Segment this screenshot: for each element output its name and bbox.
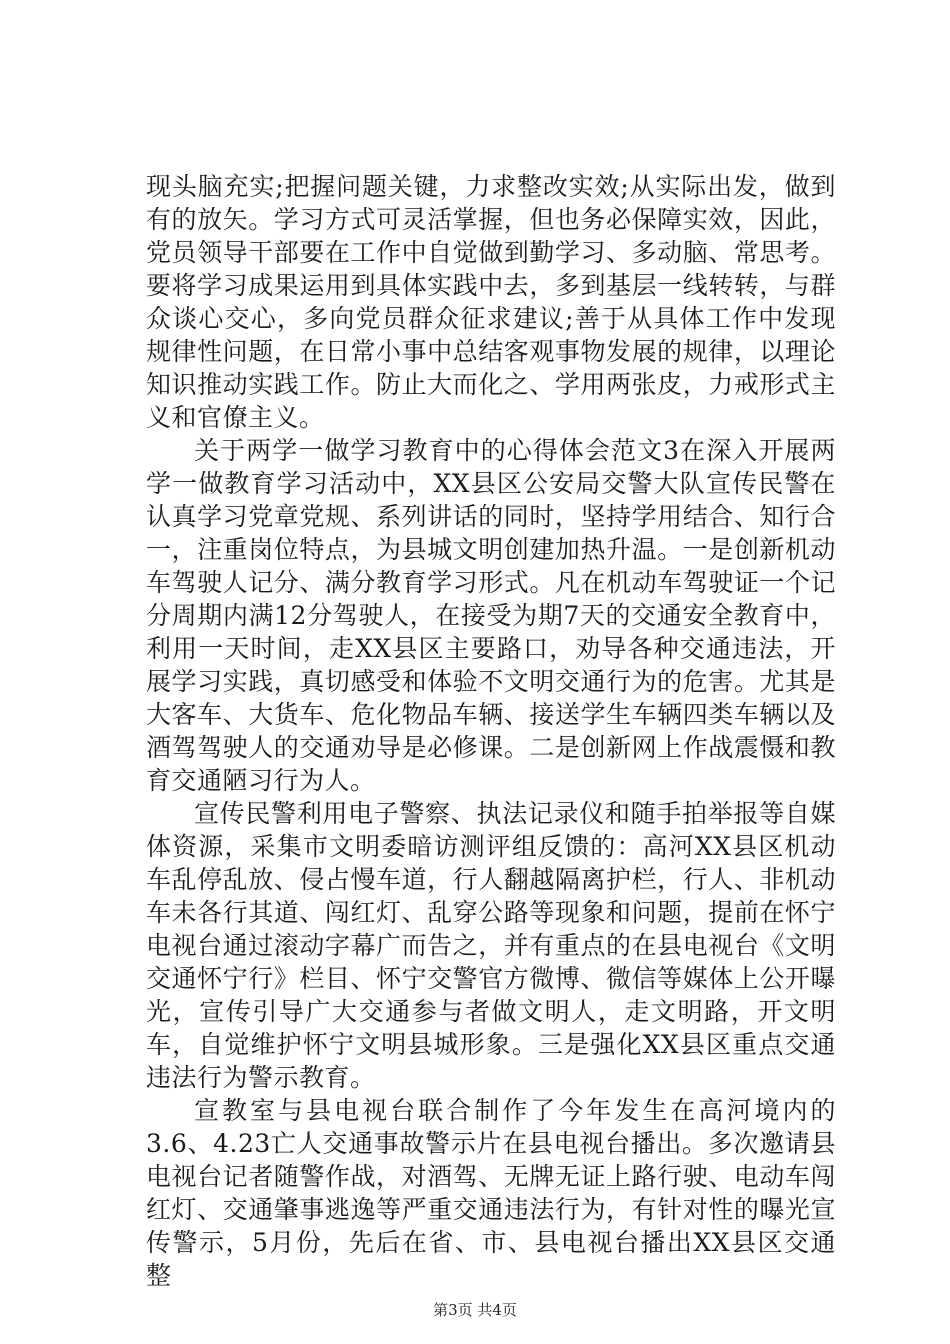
paragraph-continuation: 现头脑充实;把握问题关键，力求整改实效;从实际出发，做到有的放矢。学习方式可灵活掌握，但也务必保障实效，因此，党员领导干部要在工作中自觉做到勤学习、多动脑、常思考。要将学习成果运用到具体实践中去，多到基层一线转转，与群众谈心交心，多向党员群众征求建议;善于从具体工作中发现规律性问题，在日常小事中总结客观事物发展的规律，以理论知识推动实践工作。防止大而化之、学用两张皮，力戒形式主义和官僚主义。 (146, 172, 836, 432)
paragraph-warning-education: 宣教室与县电视台联合制作了今年发生在高河境内的3.6、4.23亡人交通事故警示片在县电视台播出。多次邀请县电视台记者随警作战，对酒驾、无牌无证上路行驶、电动车闯红灯、交通肇事逃逸等严重交通违法行为，有针对性的曝光宣传警示，5月份，先后在省、市、县电视台播出XX县区交通整 (146, 1096, 836, 1290)
document-body (146, 170, 836, 1292)
paragraph-media-publicity: 宣传民警利用电子警察、执法记录仪和随手拍举报等自媒体资源，采集市文明委暗访测评组反馈的：高河XX县区机动车乱停乱放、侵占慢车道，行人翻越隔离护栏，行人、非机动车未各行其道、闯红灯、乱穿公路等现象和问题，提前在怀宁电视台通过滚动字幕广而告之，并有重点的在县电视台《文明交通怀宁行》栏目、怀宁交警官方微博、微信等媒体上公开曝光，宣传引导广大交通参与者做文明人，走文明路，开文明车，自觉维护怀宁文明县城形象。三是强化XX县区重点交通违法行为警示教育。 (146, 799, 836, 1092)
page-number-footer: 第3页 共4页 (433, 1301, 517, 1319)
paragraph-sample-essay-3: 关于两学一做学习教育中的心得体会范文3在深入开展两学一做教育学习活动中，XX县区公安局交警大队宣传民警在认真学习党章党规、系列讲话的同时，坚持学用结合、知行合一，注重岗位特点，为县城文明创建加热升温。一是创新机动车驾驶人记分、满分教育学习形式。凡在机动车驾驶证一个记分周期内满12分驾驶人，在接受为期7天的交通安全教育中，利用一天时间，走XX县区主要路口，劝导各种交通违法，开展学习实践，真切感受和体验不文明交通行为的危害。尤其是大客车、大货车、危化物品车辆、接送学生车辆四类车辆以及酒驾驾驶人的交通劝导是必修课。二是创新网上作战震慑和教育交通陋习行为人。 (146, 436, 836, 795)
